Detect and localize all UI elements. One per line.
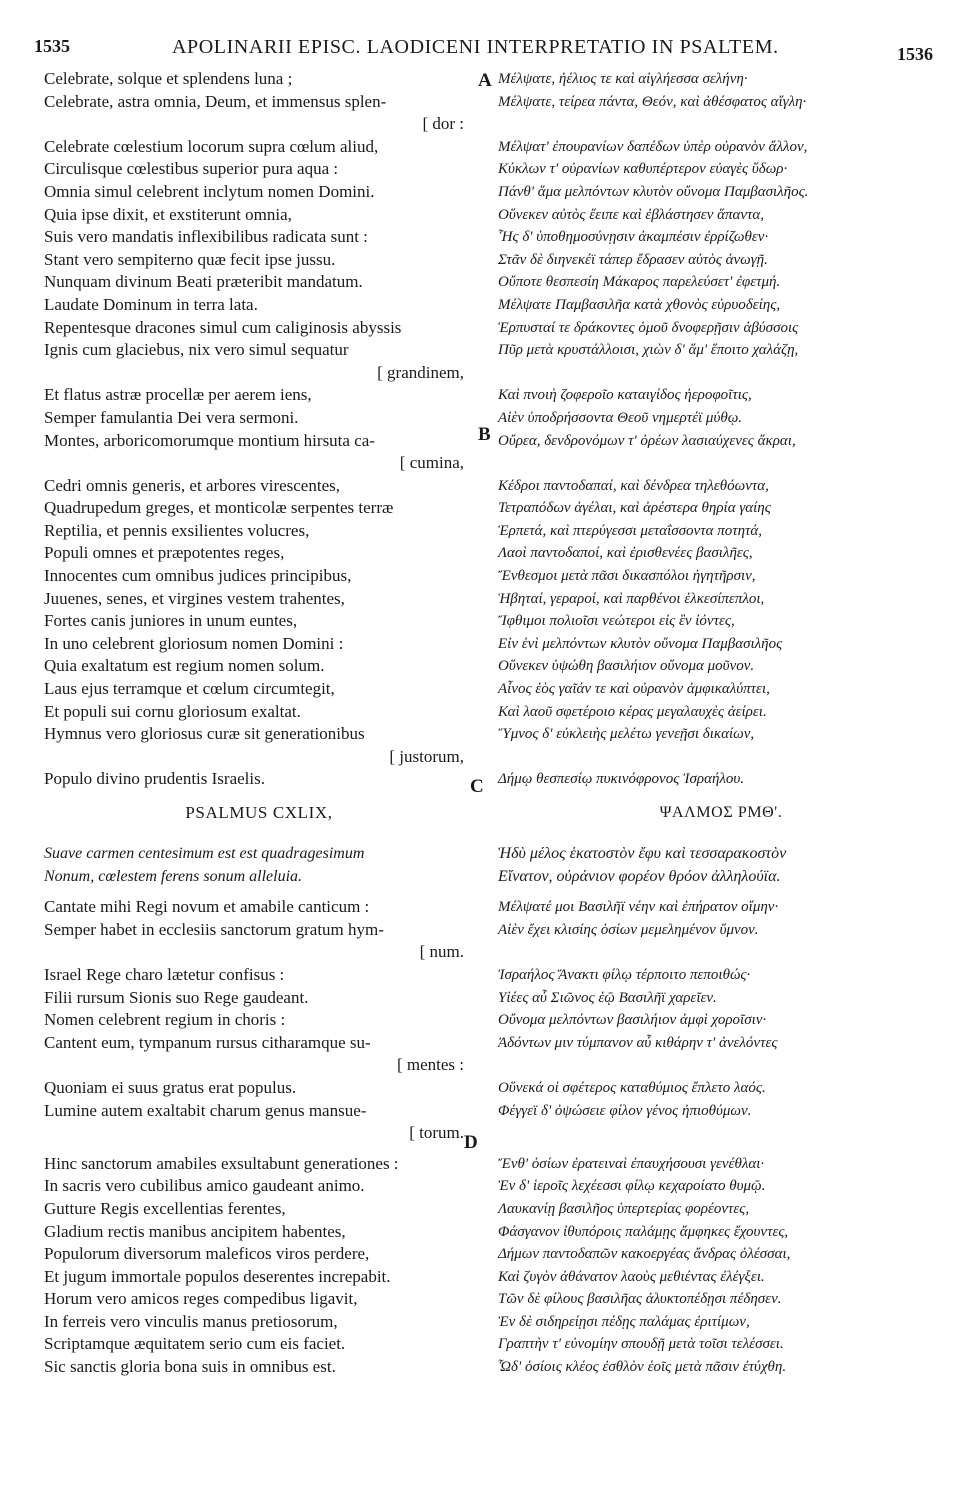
latin-line: Populo divino prudentis Israelis. [44, 769, 265, 789]
latin-line: Suis vero mandatis inflexibilibus radicata sunt : [44, 227, 368, 247]
greek-line: Φάσγανον ἰθυπόροις παλάμῃς ἄμφηκες ἔχουντες, [498, 1223, 789, 1240]
page-number-left: 1535 [34, 36, 70, 56]
section-marker-b: B [478, 424, 491, 445]
latin-verses-psalm-149-a [44, 896, 474, 1145]
latin-line: In sacris vero cubilibus amico gaudeant animo. [44, 1176, 365, 1196]
greek-line: Ἑρπετά, καὶ πτερύγεσσι μεταΐσσοντα ποτητά, [498, 522, 763, 539]
greek-line: Εἰν ἑνὶ μελπόντων κλυτὸν οὔνομα Παμβασιλῆος [498, 635, 783, 652]
greek-line [498, 1122, 944, 1145]
greek-line: Ἔνθεσμοι μετὰ πᾶσι δικασπόλοι ἡγητῆρσιν, [498, 568, 756, 585]
greek-line: Οὕνεκά οἱ σφέτερος καταθύμιος ἔπλετο λαός. [498, 1079, 766, 1096]
latin-line: Lumine autem exaltabit charum genus mansue- [44, 1100, 367, 1120]
latin-line: Suave carmen centesimum est est quadragesimum [44, 845, 365, 862]
greek-line: Αἰὲν ἔχει κλισίης ὁσίων μεμελημένον ὕμνον. [498, 921, 759, 938]
latin-line: Israel Rege charo lætetur confisus : [44, 964, 285, 984]
greek-line: Δήμων παντοδαπῶν κακοεργέας ἄνδρας ὀλέσσαι, [498, 1246, 791, 1263]
greek-line: Λαοὶ παντοδαποί, καὶ ἐρισθενέες βασιλῆες, [498, 545, 753, 562]
greek-line [498, 362, 944, 385]
latin-line: Quia ipse dixit, et exstiterunt omnia, [44, 204, 292, 224]
greek-line: Ἀδόντων μιν τύμπανον αὖ κιθάρην τ' ἀνελόντες [498, 1034, 778, 1051]
latin-verses-psalm-148 [44, 68, 474, 791]
greek-line: Ὕμνος δ' εὐκλειὴς μελέτω γενεῇσι δικαίων, [498, 726, 755, 743]
running-title: APOLINARII EPISC. LAODICENI INTERPRETATIO IN PSALTEM. [172, 36, 779, 58]
latin-line: [ mentes : [396, 1055, 464, 1075]
greek-line: Ἡδὺ μέλος ἑκατοστὸν ἔφυ καὶ τεσσαρακοστὸν [498, 845, 787, 862]
greek-line: Ἡβηταί, γεραροί, καὶ παρθένοι ἑλκεσίπεπλοι, [498, 590, 765, 607]
greek-line: Οὕνεκεν αὐτὸς ἔειπε καὶ ἐβλάστησεν ἅπαντα, [498, 206, 765, 223]
greek-line: Λαυκανίῃ βασιλῆος ὑπερτερίας φορέοντες, [498, 1200, 750, 1217]
latin-line: Cantent eum, tympanum rursus citharamque su- [44, 1032, 371, 1052]
latin-psalm-title: PSALMUS CXLIX, [185, 803, 333, 822]
greek-line: Ἔνθ' ὁσίων ἐρατειναὶ ἐπαυχήσουσι γενέθλαι· [498, 1155, 765, 1172]
latin-line: [ grandinem, [377, 362, 464, 382]
latin-line: Gutture Regis excellentias ferentes, [44, 1198, 286, 1218]
latin-line: Populi omnes et præpotentes reges, [44, 543, 285, 563]
greek-line [498, 452, 944, 475]
latin-line: Nonum, cœlestem ferens sonum alleluia. [44, 867, 303, 885]
latin-line: Quia exaltatum est regium nomen solum. [44, 656, 325, 676]
latin-line: Repentesque dracones simul cum caliginosis abyssis [44, 317, 402, 337]
greek-line: Δήμῳ θεσπεσίῳ πυκινόφρονος Ἰσραήλου. [498, 771, 745, 788]
greek-line: Οὔνομα μελπόντων βασιλήιον ἀμφὶ χοροῖσιν· [498, 1012, 767, 1029]
page-header [0, 36, 959, 62]
latin-line: Cedri omnis generis, et arbores virescentes, [44, 475, 340, 495]
latin-line: Circulisque cœlestibus superior pura aqua : [44, 159, 339, 179]
greek-verses-psalm-149-b [498, 1153, 944, 1379]
latin-line: [ dor : [422, 114, 464, 134]
latin-line: Celebrate, astra omnia, Deum, et immensus splen- [44, 91, 387, 111]
greek-line: Ἐν δ' ἱεροῖς λεχέεσσι φίλῳ κεχαροίατο θυμῷ. [498, 1178, 766, 1195]
latin-line: Fortes canis juniores in unum euntes, [44, 611, 298, 631]
latin-line: In uno celebrent gloriosum nomen Domini : [44, 633, 344, 653]
latin-line: Laus ejus terramque et cœlum circumtegit, [44, 679, 335, 699]
latin-line: Omnia simul celebrent inclytum nomen Domini. [44, 181, 375, 201]
latin-psalm-intro [44, 843, 474, 888]
greek-line: Καὶ λαοῦ σφετέροιο κέρας μεγαλαυχὲς ἀείρει. [498, 703, 767, 720]
greek-line: Αἶνος ἑὸς γαῖάν τε καὶ οὐρανὸν ἀμφικαλύπτει, [498, 681, 770, 698]
latin-line: Gladium rectis manibus ancipitem habentes, [44, 1221, 346, 1241]
greek-line: Υἱέες αὖ Σιῶνος ἑῷ Βασιλῆϊ χαρεῖεν. [498, 989, 717, 1006]
latin-line: Innocentes cum omnibus judices principibus, [44, 566, 352, 586]
latin-line: Scriptamque æquitatem serio cum eis faciet. [44, 1334, 346, 1354]
greek-line: Ἐν δὲ σιδηρείῃσι πέδῃς παλάμας ἐριτίμων, [498, 1313, 750, 1330]
greek-line: Ὧδ' ὁσίοις κλέος ἐσθλὸν ἑοῖς μετὰ πᾶσιν ἐτύχθη. [498, 1359, 787, 1376]
latin-line: Populorum diversorum maleficos viros perdere, [44, 1244, 370, 1264]
latin-line: Nomen celebrent regium in choris : [44, 1010, 286, 1030]
greek-line: Καὶ ζυγὸν ἀθάνατον λαοὺς μεθιέντας ἐλέγξει. [498, 1268, 765, 1285]
latin-line: Quadrupedum greges, et monticolæ serpentes terræ [44, 498, 394, 518]
greek-line: Αἰὲν ὑποδρήσσοντα Θεοῦ νημερτέϊ μύθῳ. [498, 409, 743, 426]
section-marker-c: C [470, 776, 484, 797]
greek-line: Μέλψατε Παμβασιλῆα κατὰ χθονὸς εὐρυοδείης, [498, 296, 781, 313]
latin-line: Juuenes, senes, et virgines vestem trahentes, [44, 588, 345, 608]
latin-line: [ num. [419, 942, 464, 962]
latin-line: Laudate Dominum in terra lata. [44, 294, 258, 314]
latin-line: Celebrate cœlestium locorum supra cœlum aliud, [44, 136, 379, 156]
greek-line: Ἰσραήλος Ἄνακτι φίλῳ τέρποιτο πεποιθώς· [498, 966, 751, 983]
latin-line: Reptilia, et pennis exsilientes volucres, [44, 520, 310, 540]
greek-line: Τετραπόδων ἀγέλαι, καὶ ἀρέστερα θηρία γαίης [498, 500, 771, 517]
greek-line [498, 941, 944, 964]
greek-line: Ἴφθιμοι πολιοῖσι νεώτεροι εἰς ἓν ἰόντες, [498, 613, 735, 630]
latin-line: Horum vero amicos reges compedibus ligavit, [44, 1289, 358, 1309]
greek-line: Καὶ πνοιὴ ζοφεροῖο καταιγίδος ἠεροφοῖτις, [498, 387, 752, 404]
latin-line: Nunquam divinum Beati præteribit mandatum. [44, 272, 363, 292]
latin-line: Et jugum immortale populos deserentes increpabit. [44, 1266, 391, 1286]
greek-verses-psalm-148 [498, 68, 944, 791]
latin-line: Hymnus vero gloriosus curæ sit generationibus [44, 724, 365, 744]
latin-line: Hinc sanctorum amabiles exsultabunt generationes : [44, 1153, 399, 1173]
latin-line: Quoniam ei suus gratus erat populus. [44, 1077, 297, 1097]
section-marker-d: D [464, 1132, 478, 1153]
latin-line: [ justorum, [389, 746, 464, 766]
greek-line: Κέδροι παντοδαπαί, καὶ δένδρεα τηλεθόωντα, [498, 477, 769, 494]
latin-line: Semper habet in ecclesiis sanctorum gratum hym- [44, 919, 384, 939]
greek-line: Τῶν δὲ φίλους βασιλῆας ἀλυκτοπέδῃσι πέδησεν. [498, 1291, 782, 1308]
latin-line: Stant vero sempiterno quæ fecit ipse jussu. [44, 249, 336, 269]
greek-psalm-intro [498, 843, 944, 888]
greek-line: Εἴνατον, οὐράνιον φορέον θρόον ἀλληλούϊα. [498, 867, 781, 885]
section-marker-a: A [478, 70, 492, 91]
greek-line: Στᾶν δὲ διηνεκέϊ τάπερ ἔδρασεν αὐτὸς ἀνωγῇ. [498, 251, 768, 268]
latin-line: Et populi sui cornu gloriosum exaltat. [44, 701, 301, 721]
greek-line: Μέλψατε, τείρεα πάντα, Θεόν, καὶ ἀθέσφατος αἴγλη· [498, 93, 807, 110]
latin-line: In ferreis vero vinculis manus pretiosorum, [44, 1311, 338, 1331]
latin-line: Filii rursum Sionis suo Rege gaudeant. [44, 987, 309, 1007]
greek-line: Οὔποτε θεσπεσίη Μάκαρος παρελεύσετ' ἐφετμή. [498, 274, 781, 291]
latin-verses-psalm-149-b [44, 1153, 474, 1379]
latin-line: Montes, arboricomorumque montium hirsuta ca- [44, 430, 375, 450]
greek-line: Ἧς δ' ὑποθημοσύνῃσιν ἀκαμπέσιν ἐρρίζωθεν· [498, 229, 769, 246]
greek-line [498, 746, 944, 769]
page-number-right: 1536 [897, 44, 933, 64]
greek-line: Πάνθ' ἅμα μελπόντων κλυτὸν οὔνομα Παμβασιλῆος. [498, 183, 809, 200]
latin-line: Sic sanctis gloria bona suis in omnibus est. [44, 1357, 336, 1377]
latin-line: Celebrate, solque et splendens luna ; [44, 69, 293, 88]
greek-line: Γραπτὴν τ' εὐνομίην σπουδῇ μετὰ τοῖσι τελέσσει. [498, 1336, 784, 1353]
greek-line: Οὔρεα, δενδρονόμων τ' ὀρέων λασιαύχενες ἄκραι, [498, 432, 796, 449]
latin-line: Cantate mihi Regi novum et amabile canticum : [44, 897, 370, 917]
latin-column [44, 68, 474, 1379]
greek-psalm-title: ΨΑΛΜΟΣ ΡΜΘ'. [659, 804, 783, 821]
latin-line: [ torum. [409, 1123, 464, 1143]
greek-line: Ἑρπυσταί τε δράκοντες ὁμοῦ δνοφερῇσιν ἀβύσσοις [498, 319, 799, 336]
greek-line [498, 113, 944, 136]
greek-line: Οὕνεκεν ὑψώθη βασιλήιον οὔνομα μοῦνον. [498, 658, 755, 675]
greek-line [498, 1054, 944, 1077]
greek-verses-psalm-149-a [498, 896, 944, 1145]
latin-line: [ cumina, [399, 453, 464, 473]
latin-line: Ignis cum glaciebus, nix vero simul sequatur [44, 340, 349, 360]
latin-line: Et flatus astræ procellæ per aerem iens, [44, 385, 312, 405]
greek-line: Μέλψατε, ἠέλιος τε καὶ αἰγλήεσσα σελήνη· [498, 71, 748, 87]
greek-line: Φέγγεϊ δ' ὀψώσειε φίλον γένος ἠπιοθύμων. [498, 1102, 752, 1119]
greek-line: Κύκλων τ' οὐρανίων καθυπέρτερον εὐαγὲς ὕδωρ· [498, 161, 788, 178]
latin-line: Semper famulantia Dei vera sermoni. [44, 407, 299, 427]
greek-line: Μέλψατέ μοι Βασιλῆϊ νέην καὶ ἐπήρατον οἴμην· [498, 899, 779, 916]
greek-column [498, 68, 944, 1379]
greek-line: Μέλψατ' ἐπουρανίων δαπέδων ὑπὲρ οὐρανὸν ἄλλον, [498, 138, 808, 155]
greek-line: Πῦρ μετὰ κρυστάλλοισι, χιὼν δ' ἅμ' ἕποιτο χαλάζῃ, [498, 342, 799, 359]
